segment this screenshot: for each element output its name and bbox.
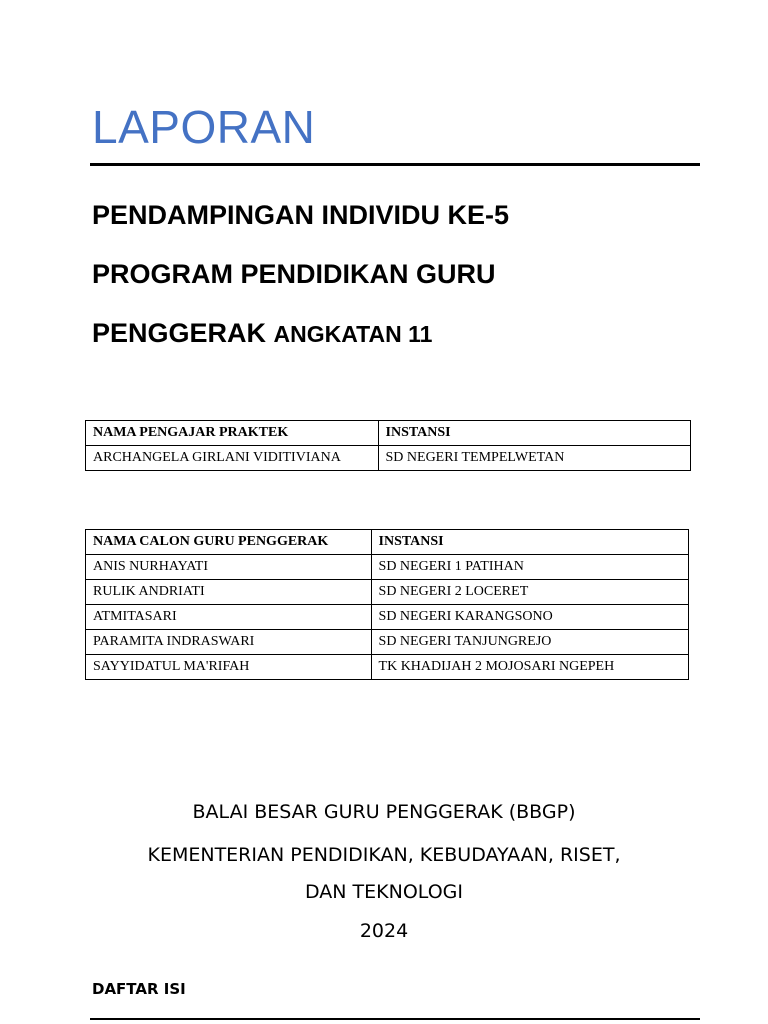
table-cell: RULIK ANDRIATI bbox=[86, 580, 372, 605]
toc-heading: DAFTAR ISI bbox=[92, 980, 186, 998]
table-cell: SD NEGERI TANJUNGREJO bbox=[371, 630, 688, 655]
table-row bbox=[86, 555, 689, 580]
subtitle-line-3 bbox=[92, 318, 432, 349]
table-cell: SD NEGERI TEMPELWETAN bbox=[378, 446, 690, 471]
table-header-row bbox=[86, 530, 689, 555]
subtitle-line-2: PROGRAM PENDIDIKAN GURU bbox=[92, 259, 496, 289]
footer-year: 2024 bbox=[359, 920, 409, 942]
table-row bbox=[86, 580, 689, 605]
footer-institution: BALAI BESAR GURU PENGGERAK (BBGP) bbox=[192, 801, 576, 823]
toc-divider bbox=[90, 1018, 700, 1020]
page-title: LAPORAN bbox=[92, 101, 316, 153]
title-divider bbox=[90, 163, 700, 166]
table-cell: SD NEGERI 2 LOCERET bbox=[371, 580, 688, 605]
table-row bbox=[86, 605, 689, 630]
pengajar-praktek-table bbox=[85, 420, 691, 471]
footer-ministry-cont: DAN TEKNOLOGI bbox=[305, 881, 463, 903]
table-cell: SAYYIDATUL MA'RIFAH bbox=[86, 655, 372, 680]
subtitle-line-1: PENDAMPINGAN INDIVIDU KE-5 bbox=[92, 200, 510, 230]
table-cell: SD NEGERI KARANGSONO bbox=[371, 605, 688, 630]
table-header-cell: NAMA CALON GURU PENGGERAK bbox=[86, 530, 372, 555]
table-header-cell: INSTANSI bbox=[378, 421, 690, 446]
table-cell: PARAMITA INDRASWARI bbox=[86, 630, 372, 655]
footer-ministry: KEMENTERIAN PENDIDIKAN, KEBUDAYAAN, RISET, bbox=[147, 844, 621, 866]
table-cell: SD NEGERI 1 PATIHAN bbox=[371, 555, 688, 580]
table-cell: ARCHANGELA GIRLANI VIDITIVIANA bbox=[86, 446, 379, 471]
calon-guru-penggerak-table bbox=[85, 529, 689, 680]
table-row bbox=[86, 630, 689, 655]
table-header-cell: NAMA PENGAJAR PRAKTEK bbox=[86, 421, 379, 446]
table-header-row bbox=[86, 421, 691, 446]
table-row bbox=[86, 655, 689, 680]
table-cell: ANIS NURHAYATI bbox=[86, 555, 372, 580]
table-cell: ATMITASARI bbox=[86, 605, 372, 630]
subtitle-line-3-part-a: PENGGERAK bbox=[92, 318, 267, 348]
table-row bbox=[86, 446, 691, 471]
subtitle-line-3-part-b: ANGKATAN 11 bbox=[273, 321, 433, 347]
table-cell: TK KHADIJAH 2 MOJOSARI NGEPEH bbox=[371, 655, 688, 680]
table-header-cell: INSTANSI bbox=[371, 530, 688, 555]
